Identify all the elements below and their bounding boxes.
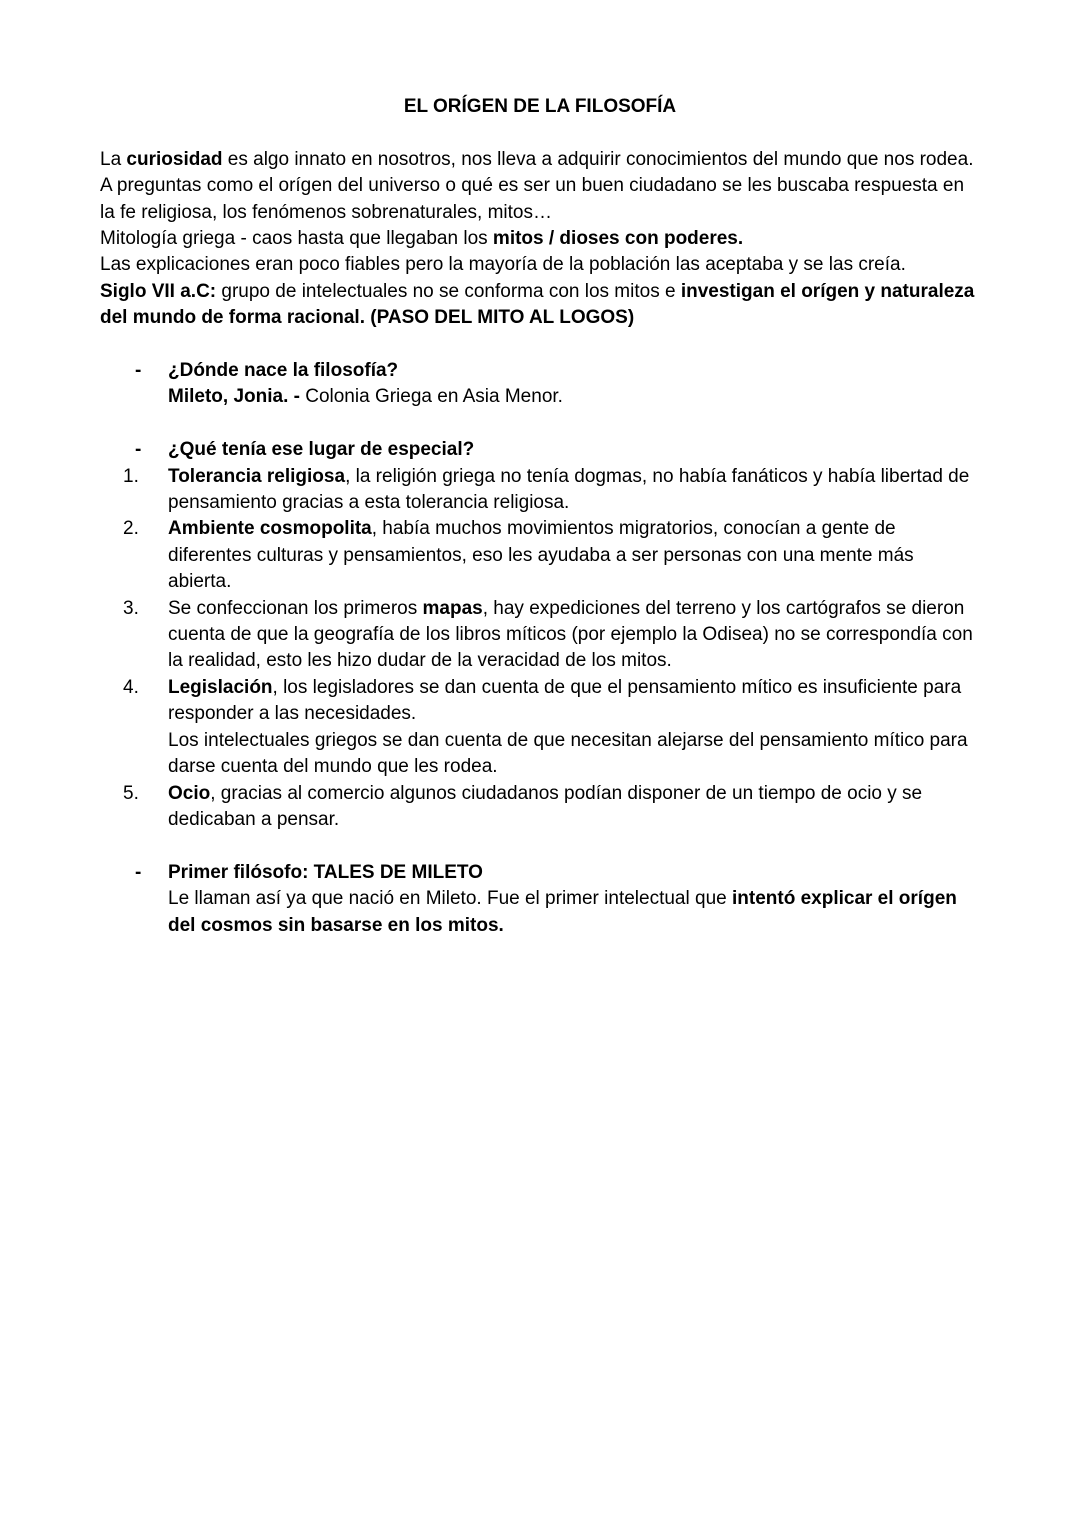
dash-bullet: - (135, 360, 142, 382)
list-item-paragraph (168, 358, 980, 384)
numbered-list-item (100, 596, 980, 675)
blank-line (100, 833, 980, 859)
text-run: La (100, 148, 127, 170)
list-item-paragraph (168, 781, 980, 834)
list-item-paragraph (168, 464, 980, 517)
paragraph (100, 147, 980, 173)
dash-bullet: - (135, 439, 142, 461)
text-run: Los intelectuales griegos se dan cuenta de que necesitan alejarse del pensamiento mítico para darse cuenta del mundo que les rodea. (168, 729, 968, 778)
list-item-content (168, 596, 980, 675)
numbered-list-item (100, 464, 980, 517)
document-body (100, 94, 980, 939)
bold-text-run: Primer filósofo: TALES DE MILETO (168, 861, 483, 883)
list-item-content (168, 516, 980, 595)
paragraph-text (100, 252, 980, 278)
bold-text-run: Legislación (168, 676, 273, 698)
list-item-paragraph (168, 860, 980, 886)
bold-text-run: Ambiente cosmopolita (168, 518, 372, 540)
bold-text-run: Mileto, Jonia. - (168, 386, 300, 408)
list-item-paragraph (168, 516, 980, 595)
list-item-paragraph (168, 728, 980, 781)
paragraph-text (100, 173, 980, 226)
text-run: , los legisladores se dan cuenta de que el pensamiento mítico es insuficiente para responder a las necesidades. (168, 676, 962, 725)
bold-text-run: investigan el orígen y naturaleza del mundo de forma racional. (PASO DEL MITO AL LOGOS) (100, 280, 975, 329)
list-item-paragraph (168, 596, 980, 675)
text-run: , la religión griega no tenía dogmas, no había fanáticos y había libertad de pensamiento gracias a esta tolerancia religiosa. (168, 465, 970, 514)
text-run: , había muchos movimientos migratorios, conocían a gente de diferentes culturas y pensamientos, eso les ayudaba a ser personas con una mente más abierta. (168, 518, 914, 593)
list-number: 3. (123, 597, 139, 619)
text-run: Se confeccionan los primeros (168, 597, 423, 619)
list-item-content (168, 781, 980, 834)
bold-text-run: Ocio (168, 782, 211, 804)
dash-list-item (100, 358, 980, 411)
list-item-content (168, 675, 980, 781)
text-run: , gracias al comercio algunos ciudadanos podían disponer de un tiempo de ocio y se dedicaban a pensar. (168, 782, 923, 830)
blank-line (100, 411, 980, 437)
dash-list-item (100, 437, 980, 463)
bold-text-run: Siglo VII a.C: (100, 280, 217, 302)
bold-text-run: Tolerancia religiosa (168, 465, 346, 487)
text-run: A preguntas como el orígen del universo o qué es ser un buen ciudadano se les buscaba respuesta en la fe religiosa, los fenómenos sobrenaturales, mitos… (100, 175, 965, 223)
text-run: Colonia Griega en Asia Menor. (299, 386, 563, 408)
bold-text-run: ¿Dónde nace la filosofía? (168, 360, 399, 382)
list-item-paragraph (168, 384, 980, 410)
bold-text-run: mitos / dioses con poderes. (492, 228, 744, 250)
paragraph-text (100, 226, 980, 252)
blank-line (100, 120, 980, 146)
list-item-content (168, 437, 980, 463)
paragraph-text (100, 279, 980, 332)
list-number: 1. (123, 465, 139, 487)
text-run: es algo innato en nosotros, nos lleva a adquirir conocimientos del mundo que nos rodea. (222, 148, 974, 170)
paragraph (100, 226, 980, 252)
list-item-paragraph (168, 886, 980, 939)
list-number: 2. (123, 518, 139, 540)
bold-text-run: mapas (422, 597, 483, 619)
bold-text-run: ¿Qué tenía ese lugar de especial? (168, 439, 475, 461)
list-item-content (168, 860, 980, 939)
paragraph (100, 173, 980, 226)
text-run: Las explicaciones eran poco fiables pero la mayoría de la población las aceptaba y se las creía. (100, 254, 906, 276)
text-run: , hay expediciones del terreno y los cartógrafos se dieron cuenta de que la geografía de los libros míticos (por ejemplo la Odisea) no se correspondía con la realidad, esto les hizo dudar de la veracidad de los mitos. (168, 597, 973, 672)
text-run: grupo de intelectuales no se conforma con los mitos e (216, 280, 681, 302)
list-item-content (168, 358, 980, 411)
paragraph-text (100, 147, 980, 173)
document-title: EL ORÍGEN DE LA FILOSOFÍA (403, 96, 677, 117)
list-item-paragraph (168, 675, 980, 728)
list-number: 4. (123, 676, 139, 698)
text-run: Mitología griega - caos hasta que llegaban los (100, 228, 493, 250)
numbered-list-item (100, 675, 980, 781)
list-item-content (168, 464, 980, 517)
bold-text-run: intentó explicar el orígen del cosmos sin basarse en los mitos. (168, 888, 957, 936)
blank-line (100, 332, 980, 358)
bold-text-run: curiosidad (126, 148, 223, 170)
dash-list-item (100, 860, 980, 939)
paragraph (100, 279, 980, 332)
list-item-paragraph (168, 437, 980, 463)
text-run: Le llaman así ya que nació en Mileto. Fue el primer intelectual que (168, 888, 732, 910)
list-number: 5. (123, 782, 139, 804)
paragraph (100, 252, 980, 278)
numbered-list-item (100, 516, 980, 595)
dash-bullet: - (135, 861, 142, 883)
numbered-list-item (100, 781, 980, 834)
